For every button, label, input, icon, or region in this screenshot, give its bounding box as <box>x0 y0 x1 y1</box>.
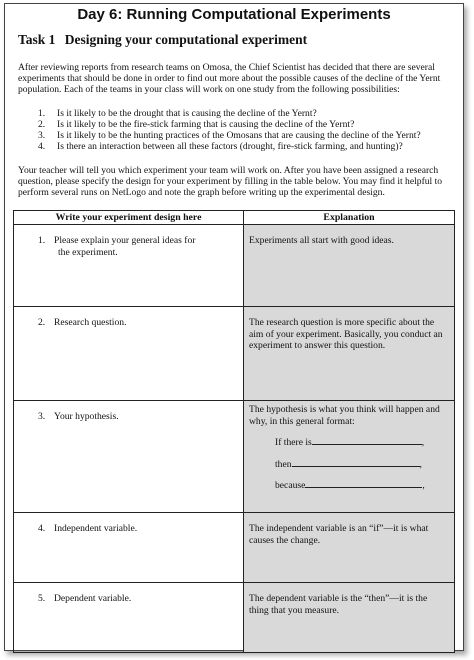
design-cell-research-question[interactable]: 2. Research question. <box>14 307 244 401</box>
table-row <box>14 583 455 653</box>
table-header-explanation: Explanation <box>244 211 455 225</box>
explanation-cell: The independent variable is an “if”—it is what causes the change. <box>244 513 455 583</box>
page-title: Day 6: Running Computational Experiments <box>77 6 391 23</box>
possibilities-list <box>18 108 453 152</box>
explanation-cell: The dependent variable is the “then”—it is the thing that you measure. <box>244 583 455 653</box>
table-row <box>14 307 455 401</box>
table-row <box>14 401 455 513</box>
table-header-design: Write your experiment design here <box>14 211 244 225</box>
table-row <box>14 225 455 307</box>
experiment-design-table <box>13 210 455 653</box>
explanation-cell: Experiments all start with good ideas. <box>244 225 455 307</box>
if-blank: If there is , <box>275 437 425 449</box>
explanation-cell: The research question is more specific about the aim of your experiment. Basically, you conduct an experiment to answer this question. <box>244 307 455 401</box>
table-row <box>14 513 455 583</box>
design-cell-independent-variable[interactable]: 4. Independent variable. <box>14 513 244 583</box>
because-blank: because , <box>275 480 425 492</box>
list-item: 3. Is it likely to be the hunting practices of the Omosans that are causing the decline of the Yernt? <box>38 130 421 141</box>
design-cell-dependent-variable[interactable]: 5. Dependent variable. <box>14 583 244 653</box>
task-number: Task 1 <box>18 32 56 47</box>
design-cell-hypothesis[interactable]: 3. Your hypothesis. <box>14 401 244 513</box>
list-item: 1. Is it likely to be the drought that is causing the decline of the Yernt? <box>38 108 317 119</box>
worksheet-page <box>4 3 464 651</box>
intro-paragraph: After reviewing reports from research teams on Omosa, the Chief Scientist has decided that there are several experiments that should be done in order to find out more about the possible causes of the decline of the Yernt population. Each of the teams in your class will work on one study from the following possibilities: <box>18 62 441 96</box>
explanation-cell: The hypothesis is what you think will happen and why, in this general format: If there is , then , because , <box>244 401 455 513</box>
instructions-paragraph: Your teacher will tell you which experiment your team will work on. After you have been assigned a research question, please specify the design for your experiment by filling in the table below. You may find it helpful to perform several runs on NetLogo and note the graph before writing up the experimental design. <box>18 165 443 199</box>
task-title: Designing your computational experiment <box>64 32 308 47</box>
task-heading <box>18 32 307 48</box>
design-cell-general-ideas[interactable]: 1. Please explain your general ideas for the experiment. <box>14 225 244 307</box>
list-item: 4. Is there an interaction between all these factors (drought, fire-stick farming, and hunting)? <box>38 141 403 152</box>
list-item: 2. Is it likely to be the fire-stick farming that is causing the decline of the Yernt? <box>38 119 355 130</box>
then-blank: then , <box>275 458 422 470</box>
